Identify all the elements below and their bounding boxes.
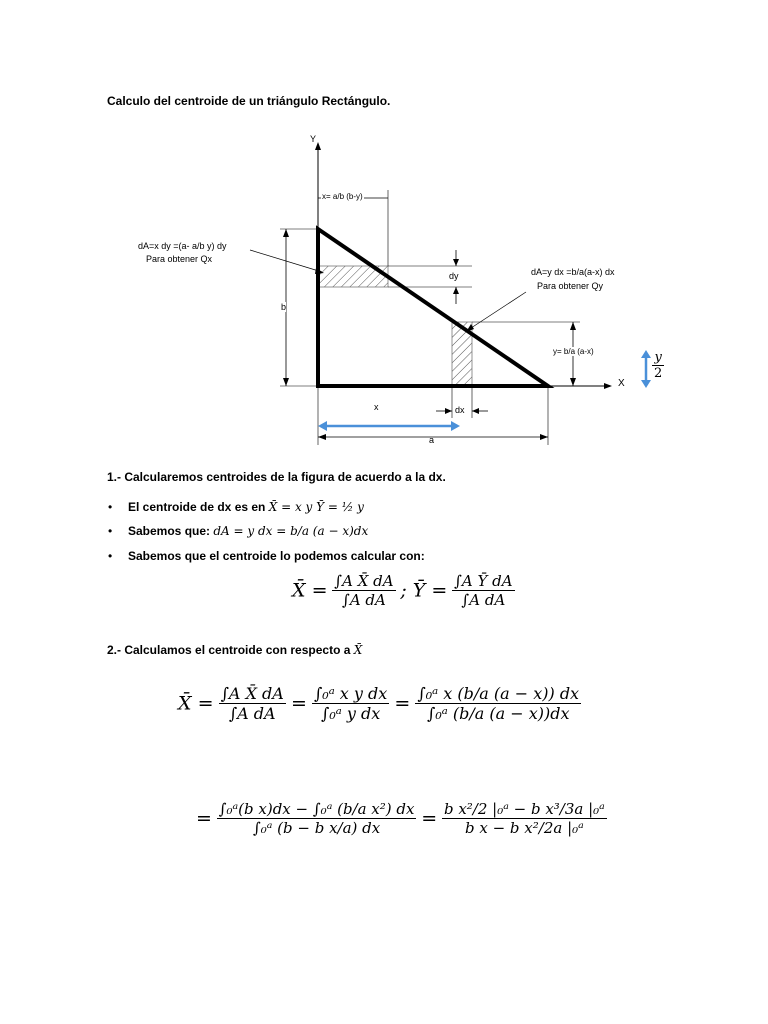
centroid-formula: X̄ = $\frac{\text{∫A X̄ dA}}{\text{∫A dA}}$ ; Ȳ = $\frac{\text{∫A Ȳ dA}}{\text{∫A dA}}$ xyxy=(292,572,513,609)
bullet-3: • Sabemos que el centroide lo podemos calcular con: xyxy=(128,549,425,563)
a-label: a xyxy=(429,435,435,445)
bullet-2: • Sabemos que: dA = y dx = b/a (a − x)dx xyxy=(128,524,368,538)
equation-xbar-2: = $\frac{\text{∫₀ᵃ(b x)dx − ∫₀ᵃ (b/a x²) dx}}{\text{∫₀ᵃ (b − b x/a) dx}}$ = $\frac{\text{b x²/2 |₀ᵃ − b x³/3a |₀ᵃ}}{\text{b x − b x²/2a |₀ᵃ}}$ xyxy=(196,800,605,837)
dA-right-1: dA=y dx =b/a(a-x) dx xyxy=(531,267,615,277)
blue-arrow-left xyxy=(318,421,327,431)
dy-label: dy xyxy=(449,271,459,281)
dA-left-1: dA=x dy =(a- a/b y) dy xyxy=(138,241,227,251)
equation-xbar-1: X̄ = $\frac{\text{∫A X̄ dA}}{\text{∫A dA}}$ = $\frac{\text{∫₀ᵃ x y dx}}{\text{∫₀ᵃ y dx}}$ = $\frac{\text{∫₀ᵃ x (b/a (a − x)) dx}}{\text{∫₀ᵃ (b/a (a − x))dx}}$ xyxy=(178,684,580,723)
y-axis-label: Y xyxy=(310,134,317,144)
y-label: y= b/a (a-x) xyxy=(553,347,594,356)
page-title: Calculo del centroide de un triángulo Rectángulo. xyxy=(107,94,391,108)
dx-label: dx xyxy=(455,405,465,415)
blue-arrow-right xyxy=(451,421,460,431)
x-axis-label: X xyxy=(618,378,625,389)
x-dim-label: x xyxy=(374,402,379,412)
right-triangle xyxy=(318,229,548,386)
section1-heading: 1.- Calcularemos centroides de la figura de acuerdo a la dx. xyxy=(107,470,446,484)
section2-heading: 2.- Calculamos el centroide con respecto a X̄ xyxy=(107,643,363,657)
b-label: b xyxy=(281,302,287,312)
bullet-1: • El centroide de dx es en X̄ = x y Ȳ = ½ y xyxy=(128,500,364,514)
y-over-2-label: $\frac{y}{2}$ xyxy=(654,350,663,381)
leader-right xyxy=(468,292,526,330)
dA-right-2: Para obtener Qy xyxy=(537,281,604,291)
dA-left-2: Para obtener Qx xyxy=(146,254,213,264)
x-label-top: x= a/b (b-y) xyxy=(322,192,363,201)
